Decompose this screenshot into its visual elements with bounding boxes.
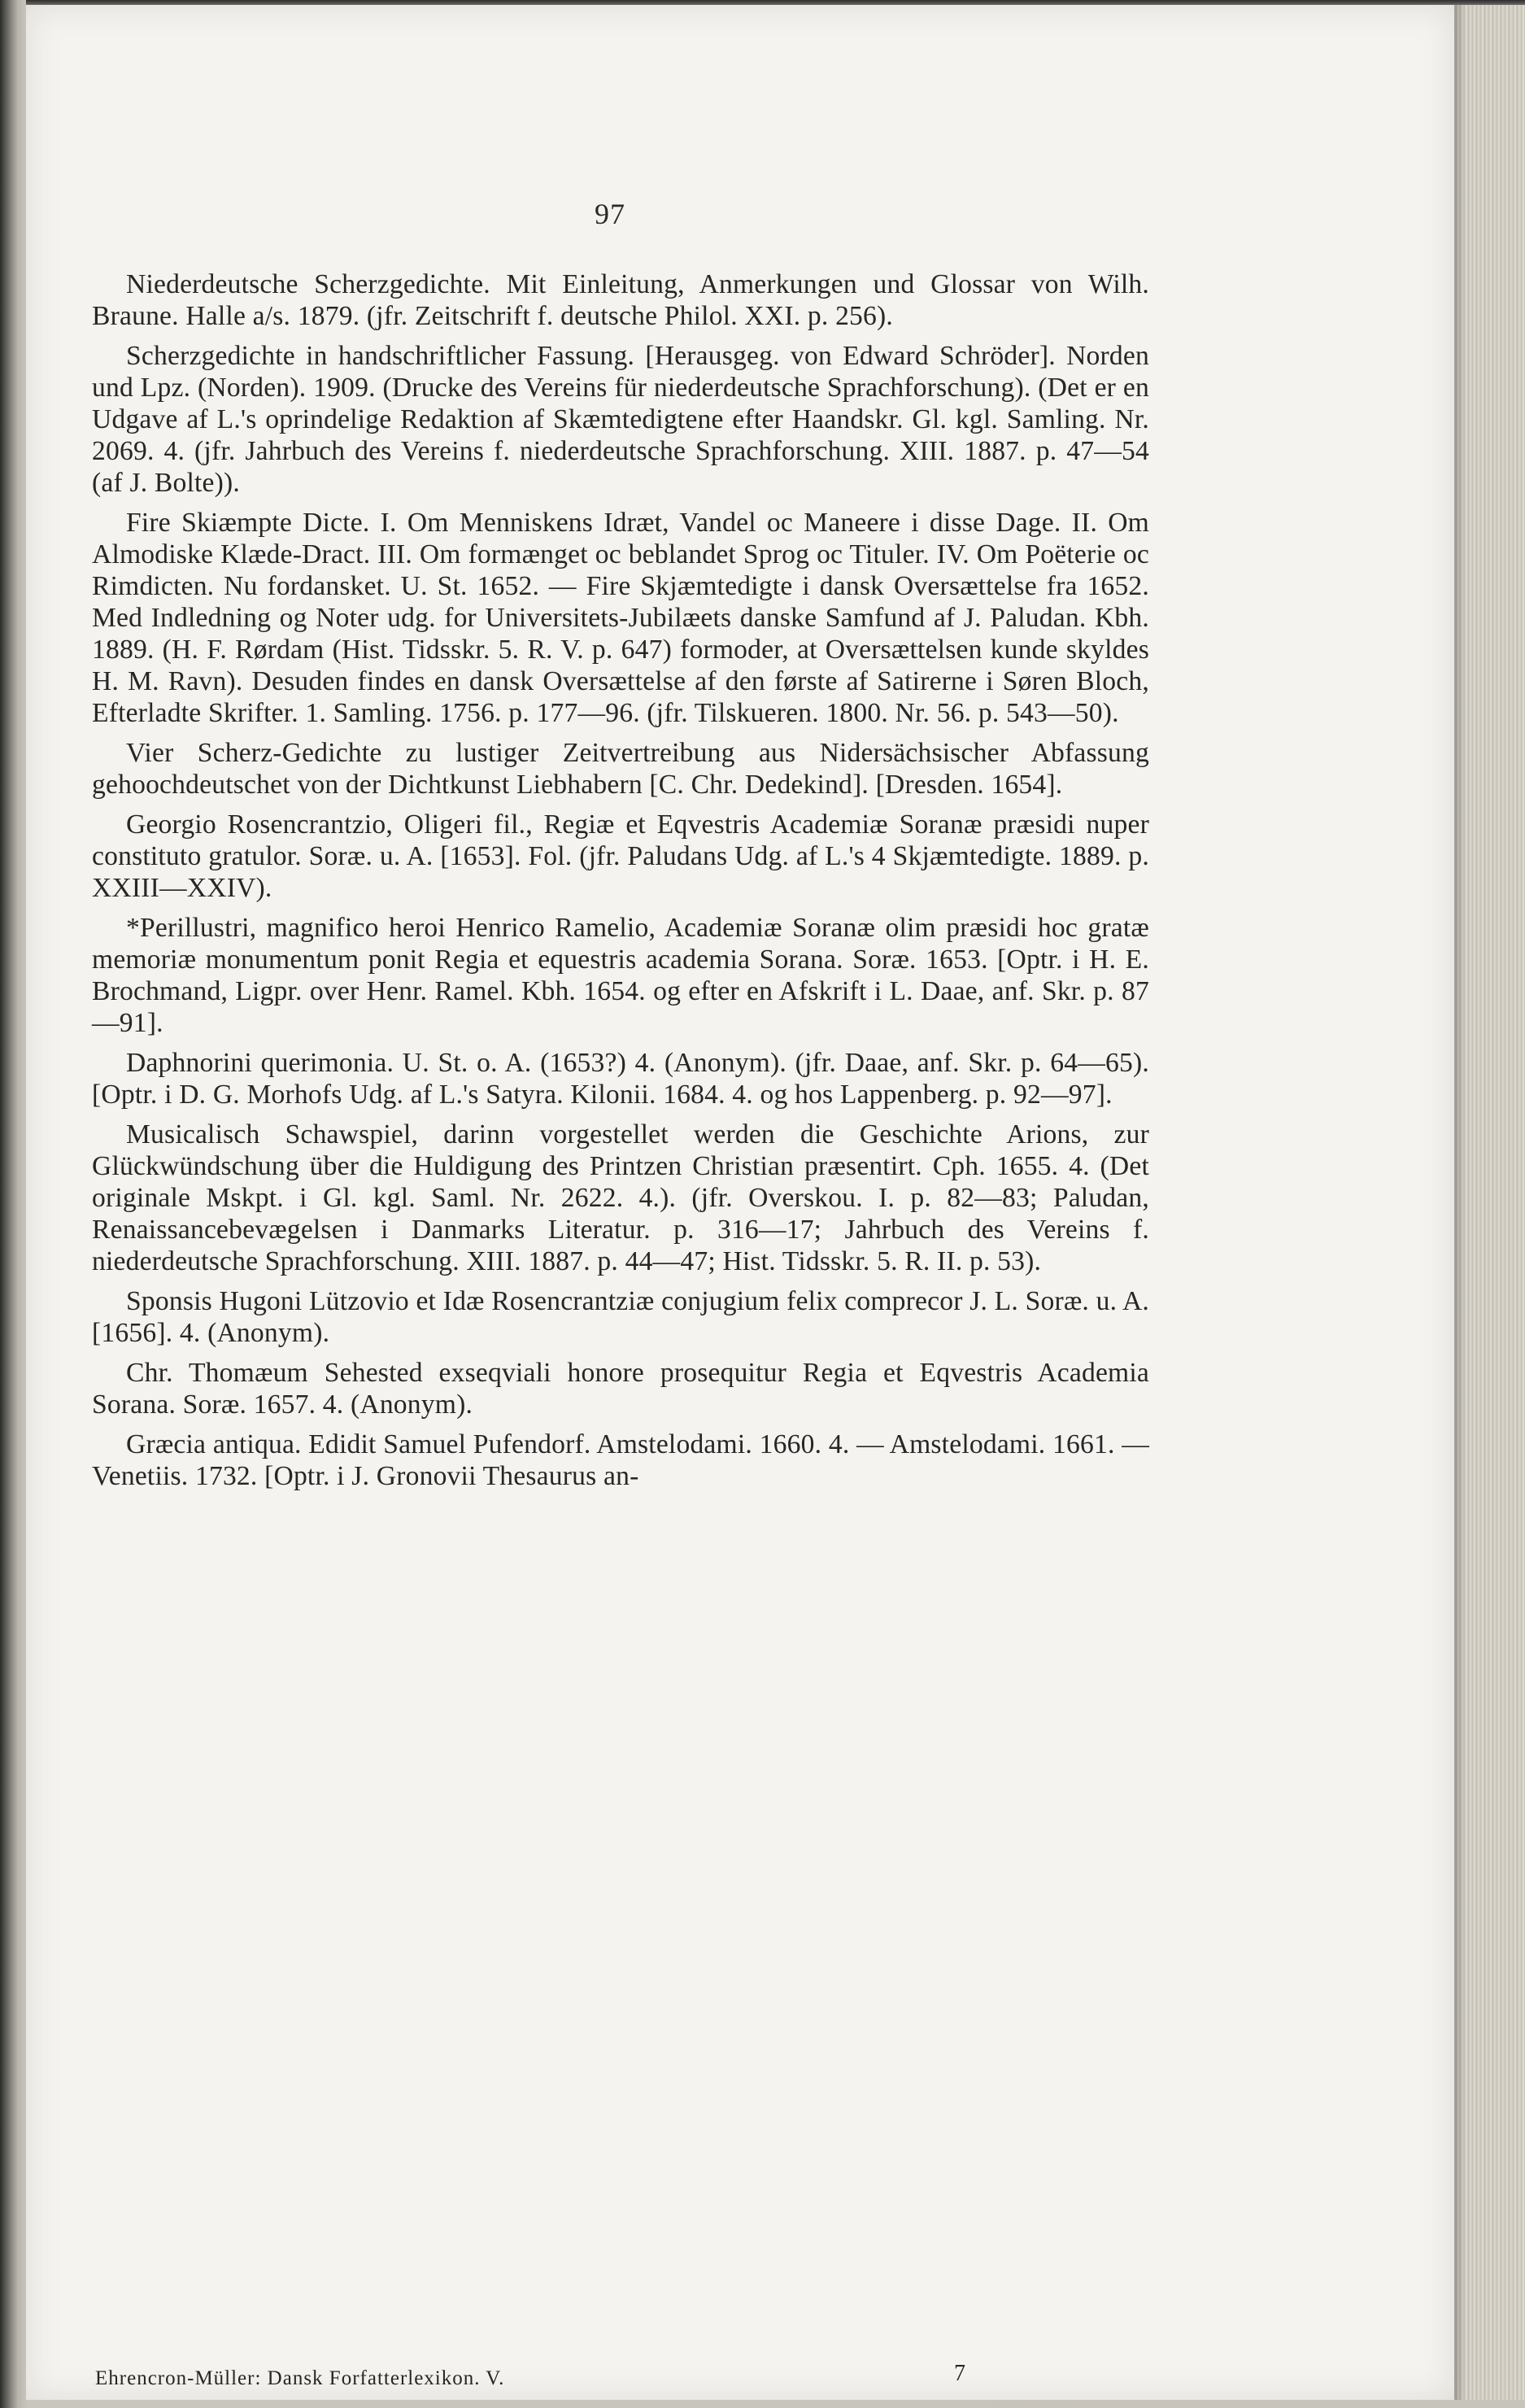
entry-musicalisch-schawspiel: Musicalisch Schawspiel, darinn vorgestellet werden die Geschichte Arions, zur Glückwündschung über die Huldigung des Printzen Christian præsentirt. Cph. 1655. 4. (Det originale Mskpt. i Gl. kgl. Saml. Nr. 2622. 4.). (jfr. Overskou. I. p. 82—83; Paludan, Renaissancebevægelsen i Danmarks Literatur. p. 316—17; Jahrbuch des Vereins f. niederdeutsche Sprachforschung. XIII. 1887. p. 44—47; Hist. Tidsskr. 5. R. II. p. 53). xyxy=(92,1119,1149,1276)
entry-graecia-antiqua: Græcia antiqua. Edidit Samuel Pufendorf. Amstelodami. 1660. 4. — Amstelodami. 1661. — Venetiis. 1732. [Optr. i J. Gronovii Thesaurus an- xyxy=(92,1429,1149,1491)
entry-georgio-rosencrantzio: Georgio Rosencrantzio, Oligeri fil., Regiæ et Eqvestris Academiæ Soranæ præsidi nuper constituto gratulor. Soræ. u. A. [1653]. Fol. (jfr. Paludans Udg. af L.'s 4 Skjæmtedigte. 1889. p. XXIII—XXIV). xyxy=(92,809,1149,903)
page-footer xyxy=(92,2361,1149,2393)
page-number: 97 xyxy=(595,198,625,230)
entry-daphnorini-querimonia: Daphnorini querimonia. U. St. o. A. (1653?) 4. (Anonym). (jfr. Daae, anf. Skr. p. 64—65). [Optr. i D. G. Morhofs Udg. af L.'s Satyra. Kilonii. 1684. 4. og hos Lappenberg. p. 92—97]. xyxy=(92,1048,1149,1110)
entry-perillustri-ramelio: *Perillustri, magnifico heroi Henrico Ramelio, Academiæ Soranæ olim præsidi hoc gratæ memoriæ monumentum ponit Regia et equestris academia Sorana. Soræ. 1653. [Optr. i H. E. Brochmand, Ligpr. over Henr. Ramel. Kbh. 1654. og efter en Afskrift i L. Daae, anf. Skr. p. 87—91]. xyxy=(92,913,1149,1038)
entry-fire-skiaempte-dicte: Fire Skiæmpte Dicte. I. Om Menniskens Idræt, Vandel oc Maneere i disse Dage. II. Om Almodiske Klæde-Dract. III. Om formænget oc beblandet Sprog oc Tituler. IV. Om Poëterie oc Rimdicten. Nu fordansket. U. St. 1652. — Fire Skjæmtedigte i dansk Oversættelse fra 1652. Med Indledning og Noter udg. for Universitets-Jubilæets danske Samfund af J. Paludan. Kbh. 1889. (H. F. Rørdam (Hist. Tidsskr. 5. R. V. p. 647) formoder, at Oversættelsen kunde skyldes H. M. Ravn). Desuden findes en dansk Oversættelse af den første af Satirerne i Søren Bloch, Efterladte Skrifter. 1. Samling. 1756. p. 177—96. (jfr. Tilskueren. 1800. Nr. 56. p. 543—50). xyxy=(92,508,1149,728)
entry-niederdeutsche-scherzgedichte: Niederdeutsche Scherzgedichte. Mit Einleitung, Anmerkungen und Glossar von Wilh. Braune. Halle a/s. 1879. (jfr. Zeitschrift f. deutsche Philol. XXI. p. 256). xyxy=(92,269,1149,331)
entry-scherzgedichte-handschriftlich: Scherzgedichte in handschriftlicher Fassung. [Herausgeg. von Edward Schröder]. Norden und Lpz. (Norden). 1909. (Drucke des Vereins für niederdeutsche Sprachforschung). (Det er en Udgave af L.'s oprindelige Redaktion af Skæmtedigtene efter Haandskr. Gl. kgl. Samling. Nr. 2069. 4. (jfr. Jahrbuch des Vereins f. niederdeutsche Sprachforschung. XIII. 1887. p. 47—54 (af J. Bolte)). xyxy=(92,341,1149,498)
page-edge-shadow xyxy=(1454,5,1466,2400)
footer-signature-mark: 7 xyxy=(954,2361,965,2386)
entry-chr-thomaeum-sehested: Chr. Thomæum Sehested exseqviali honore prosequitur Regia et Eqvestris Academia Sorana. Soræ. 1657. 4. (Anonym). xyxy=(92,1358,1149,1420)
entry-sponsis-hugoni: Sponsis Hugoni Lützovio et Idæ Rosencrantziæ conjugium felix comprecor J. L. Soræ. u. A. [1656]. 4. (Anonym). xyxy=(92,1286,1149,1348)
entry-vier-scherz-gedichte: Vier Scherz-Gedichte zu lustiger Zeitvertreibung aus Nidersächsischer Abfassung gehoochdeutschet von der Dichtkunst Liebhabern [C. Chr. Dedekind]. [Dresden. 1654]. xyxy=(92,738,1149,800)
bibliography-text xyxy=(92,268,1149,1500)
footer-running-title: Ehrencron-Müller: Dansk Forfatterlexikon. V. xyxy=(95,2367,505,2389)
